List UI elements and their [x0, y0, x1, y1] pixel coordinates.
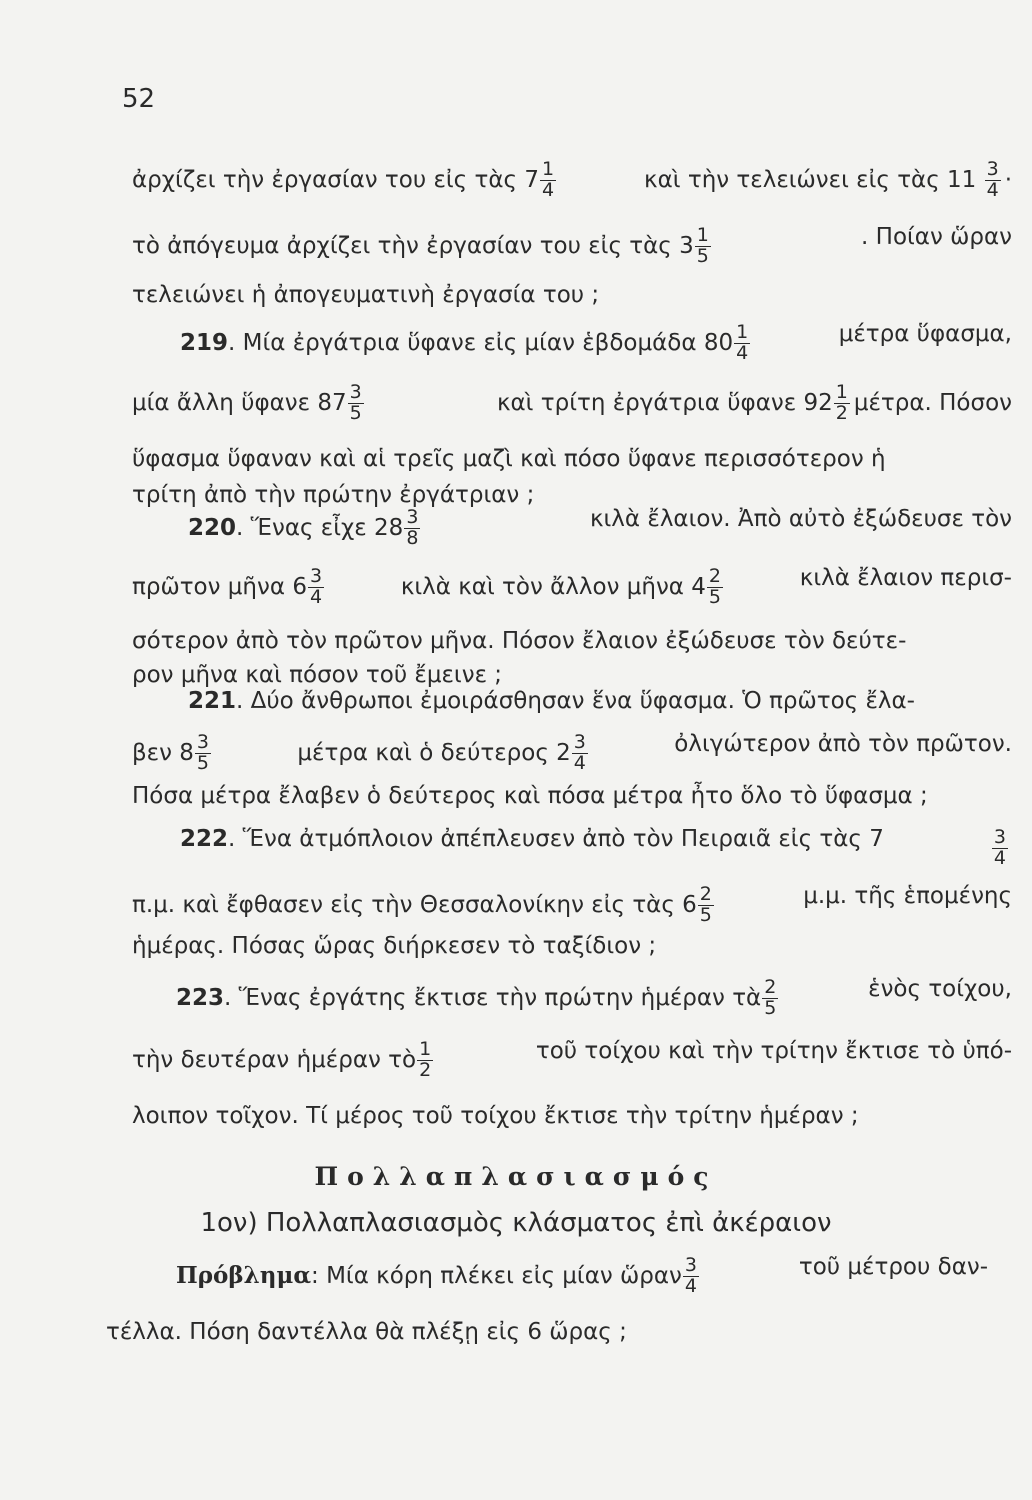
text-run: μέτρα ὕφασμα, [838, 321, 1012, 347]
problem-222: 222. Ἕνα ἀτμόπλοιον ἀπέπλευσεν ἀπὸ τὸν Πειραιᾶ εἰς τὰς 7 $\frac{3}{4}$ [180, 826, 1006, 869]
text-run: ὀλιγώτερον ἀπὸ τὸν πρῶτον. [674, 731, 1012, 757]
problem-220: 220. Ἕνας εἶχε 28 $\frac{3}{8}$ κιλὰ ἔλαιον. Ἀπὸ αὐτὸ ἐξώδευσε τὸν [188, 506, 1012, 549]
problem-statement: Πρόβλημα: Μία κόρη πλέκει εἰς μίαν ὥραν $\frac{3}{4}$ τοῦ μέτρου δαν- [176, 1254, 988, 1297]
fraction: $\frac{3}{4}$ [573, 731, 586, 774]
text-line: τελειώνει ἡ ἀπογευματινὴ ἐργασία του ; [132, 282, 600, 308]
text-run: . Ποίαν ὥραν [861, 224, 1012, 250]
fraction: $\frac{2}{5}$ [699, 883, 712, 926]
text-line: τέλλα. Πόση δαντέλλα θὰ πλέξῃ εἰς 6 ὥρας ; [106, 1319, 627, 1345]
text-run: ἀρχίζει τὴν ἐργασίαν του εἰς τὰς 7 [132, 166, 539, 193]
fraction: $\frac{3}{4}$ [309, 565, 323, 608]
fraction: $\frac{3}{5}$ [196, 731, 209, 774]
text-run: τοῦ μέτρου δαν- [798, 1254, 988, 1280]
text-line: ἡμέρας. Πόσας ὥρας διήρκεσεν τὸ ταξίδιον ; [132, 933, 657, 959]
text-run: ἑνὸς τοίχου, [868, 976, 1012, 1002]
problem-number: 219 [180, 329, 229, 356]
fraction: $\frac{2}{5}$ [764, 976, 777, 1019]
text-line: μία ἄλλη ὕφανε 87 $\frac{3}{5}$ καὶ τρίτη ἐργάτρια ὕφανε 92 $\frac{1}{2}$ μέτρα. Πόσον [132, 381, 1012, 424]
fraction: $\frac{1}{4}$ [736, 321, 749, 364]
problem-number: 220 [188, 514, 237, 541]
fraction: $\frac{3}{4}$ [986, 158, 999, 201]
text-run: κιλὰ ἔλαιον περισ- [799, 565, 1012, 591]
fraction: $\frac{3}{4}$ [993, 826, 1006, 869]
subsection-title: 1ον) Πολλαπλασιασμὸς κλάσματος ἐπὶ ἀκέραιον [200, 1208, 832, 1238]
text-line: τὴν δευτέραν ἡμέραν τὸ $\frac{1}{2}$ τοῦ τοίχου καὶ τὴν τρίτην ἔκτισε τὸ ὑπό- [132, 1038, 1012, 1081]
problem-223: 223. Ἕνας ἐργάτης ἔκτισε τὴν πρώτην ἡμέραν τὰ $\frac{2}{5}$ ἑνὸς τοίχου, [176, 976, 1012, 1019]
text-line: ρον μῆνα καὶ πόσον τοῦ ἔμεινε ; [132, 662, 503, 688]
fraction: $\frac{3}{8}$ [406, 506, 419, 549]
fraction: $\frac{3}{4}$ [684, 1254, 697, 1297]
text-line: ἀρχίζει τὴν ἐργασίαν του εἰς τὰς 7 $\frac{1}{4}$ καὶ τὴν τελειώνει εἰς τὰς 11 $\frac{3}{4}$ · [132, 158, 1012, 201]
text-line: τρίτη ἀπὸ τὴν πρώτην ἐργάτριαν ; [132, 482, 535, 508]
problem-number: 222 [180, 826, 229, 852]
text-line: ὕφασμα ὕφαναν καὶ αἱ τρεῖς μαζὶ καὶ πόσο ὕφανε περισσότερον ἡ [132, 446, 886, 472]
fraction: $\frac{3}{5}$ [349, 381, 362, 424]
fraction: $\frac{1}{2}$ [835, 381, 848, 424]
problem-number: 223 [176, 984, 225, 1011]
fraction: $\frac{1}{2}$ [419, 1038, 432, 1081]
fraction: $\frac{1}{4}$ [541, 158, 555, 201]
text-line: πρῶτον μῆνα 6 $\frac{3}{4}$ κιλὰ καὶ τὸν ἄλλον μῆνα 4 $\frac{2}{5}$ κιλὰ ἔλαιον περισ- [132, 565, 1012, 608]
text-run: τοῦ τοίχου καὶ τὴν τρίτην ἔκτισε τὸ ὑπό- [535, 1038, 1012, 1064]
text-run: τὸ ἀπόγευμα ἀρχίζει τὴν ἐργασίαν του εἰς τὰς 3 [132, 232, 694, 259]
fraction: $\frac{1}{5}$ [696, 224, 709, 267]
fraction: $\frac{2}{5}$ [708, 565, 722, 608]
text-run: καὶ τὴν τελειώνει εἰς τὰς 11 [644, 166, 977, 193]
page-number: 52 [122, 84, 156, 114]
problem-label: Πρόβλημα [176, 1261, 312, 1289]
text-line: λοιπον τοῖχον. Τί μέρος τοῦ τοίχου ἔκτισε τὴν τρίτην ἡμέραν ; [132, 1103, 859, 1129]
text-line [132, 226, 1012, 267]
problem-219: 219. Μία ἐργάτρια ὕφανε εἰς μίαν ἑβδομάδα 80 $\frac{1}{4}$ μέτρα ὕφασμα, [180, 321, 1012, 364]
text-run: μ.μ. τῆς ἑπομένης [803, 883, 1012, 909]
text-line: Πόσα μέτρα ἔλαβεν ὁ δεύτερος καὶ πόσα μέτρα ἦτο ὅλο τὸ ὕφασμα ; [132, 783, 928, 809]
text-line: βεν 8 $\frac{3}{5}$ μέτρα καὶ ὁ δεύτερος 2 $\frac{3}{4}$ ὀλιγώτερον ἀπὸ τὸν πρῶτον. [132, 731, 1012, 774]
text-run: κιλὰ ἔλαιον. Ἀπὸ αὐτὸ ἐξώδευσε τὸν [589, 506, 1012, 532]
problem-number: 221 [188, 688, 237, 714]
problem-221: 221. Δύο ἄνθρωποι ἐμοιράσθησαν ἕνα ὕφασμα. Ὁ πρῶτος ἔλα- [188, 688, 915, 714]
section-title: Πολλαπλασιασμός [314, 1162, 718, 1191]
text-line: σότερον ἀπὸ τὸν πρῶτον μῆνα. Πόσον ἔλαιον ἐξώδευσε τὸν δεύτε- [132, 628, 907, 654]
text-line: π.μ. καὶ ἔφθασεν εἰς τὴν Θεσσαλονίκην εἰς τὰς 6 $\frac{2}{5}$ μ.μ. τῆς ἑπομένης [132, 883, 1012, 926]
